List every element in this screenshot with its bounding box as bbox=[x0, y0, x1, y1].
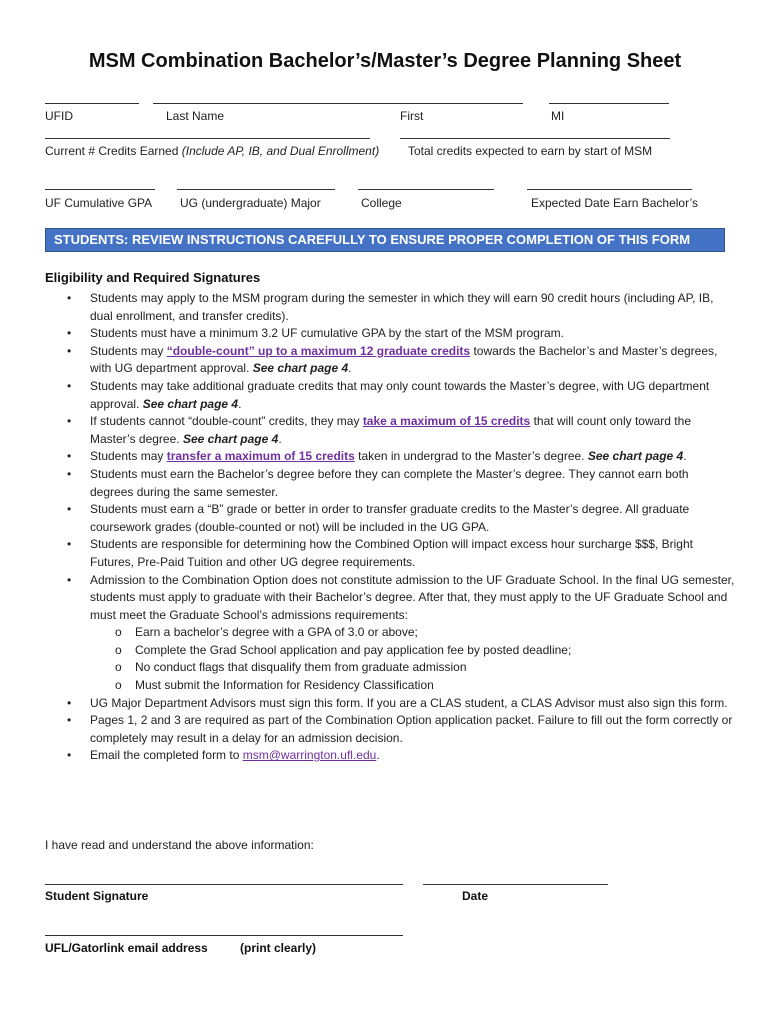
list-item-text: If students cannot “double-count” credits, they may bbox=[90, 414, 363, 429]
eligibility-list bbox=[45, 290, 735, 765]
gpa-label: UF Cumulative GPA bbox=[45, 196, 153, 210]
list-item bbox=[45, 536, 735, 571]
list-item-text: that will count only toward the Master’s degree. bbox=[90, 414, 691, 446]
mi-field[interactable] bbox=[549, 103, 669, 104]
sub-list-item-text: Must submit the Information for Residency Classification bbox=[135, 678, 434, 693]
list-item-text: UG Major Department Advisors must sign this form. If you are a CLAS student, a CLAS Advisor must also sign this form. bbox=[90, 695, 728, 710]
list-item: • If students cannot “double-count” credits, they may take a maximum of 15 credits that will count only toward the Master’s degree. See chart page 4. bbox=[67, 414, 691, 446]
list-item-text: Students may bbox=[90, 343, 167, 358]
college-field[interactable] bbox=[358, 189, 494, 190]
see-chart-note: See chart page 4 bbox=[142, 396, 239, 411]
email-address-field[interactable] bbox=[45, 935, 403, 936]
ufid-label: UFID bbox=[45, 109, 73, 123]
mi-label: MI bbox=[551, 109, 565, 123]
list-item-text: Students must have a minimum 3.2 UF cumulative GPA by the start of the MSM program. bbox=[90, 326, 564, 341]
sub-list-item-text: Complete the Grad School application and pay application fee by posted deadline; bbox=[135, 642, 572, 657]
sub-list-item bbox=[90, 659, 735, 677]
double-count-link[interactable]: “double-count” up to a maximum 12 graduate credits bbox=[166, 343, 471, 358]
list-item-text: . bbox=[376, 748, 380, 763]
instructions-banner: STUDENTS: REVIEW INSTRUCTIONS CAREFULLY TO ENSURE PROPER COMPLETION OF THIS FORM bbox=[45, 228, 725, 252]
print-clearly-label: (print clearly) bbox=[240, 941, 317, 955]
bullet-icon: • bbox=[67, 291, 72, 305]
credits-earned-note: (Include AP, IB, and Dual Enrollment) bbox=[181, 144, 380, 158]
name-field[interactable] bbox=[153, 103, 523, 104]
list-item-text: Students may bbox=[90, 449, 167, 464]
bullet-icon: • bbox=[67, 502, 72, 517]
list-item bbox=[45, 572, 735, 695]
max-15-credits-link[interactable]: take a maximum of 15 credits bbox=[362, 414, 531, 429]
total-credits-label: Total credits expected to earn by start of MSM bbox=[408, 144, 653, 158]
list-item: • Students may take additional graduate credits that may only count towards the Master’s degree, with UG department approval. See chart page 4. bbox=[67, 378, 710, 411]
bullet-icon: • bbox=[67, 414, 72, 429]
circle-bullet-icon: o bbox=[115, 625, 122, 640]
credits-earned-label bbox=[45, 144, 379, 158]
major-label: UG (undergraduate) Major bbox=[180, 196, 321, 210]
sub-list-item-text: Earn a bachelor’s degree with a GPA of 3.0 or above; bbox=[135, 625, 418, 640]
credits-earned-text: Current # Credits Earned bbox=[45, 144, 179, 158]
see-chart-note: See chart page 4 bbox=[182, 431, 279, 446]
bullet-icon: • bbox=[67, 748, 72, 763]
list-item bbox=[45, 290, 735, 325]
date-label: Date bbox=[462, 889, 489, 903]
see-chart-note: See chart page 4 bbox=[587, 449, 684, 464]
bullet-icon: • bbox=[67, 343, 72, 358]
see-chart-note: See chart page 4 bbox=[252, 361, 349, 376]
list-item: • Students may “double-count” up to a maximum 12 graduate credits towards the Bachelor’s and Master’s degrees, with UG department approval. See chart page 4. bbox=[67, 343, 718, 376]
sub-list-item bbox=[90, 677, 735, 695]
list-item-text: Pages 1, 2 and 3 are required as part of the Combination Option application packet. Failure to fill out the form correctly or completely may result in a delay for an admission decision. bbox=[90, 713, 733, 745]
bullet-icon: • bbox=[67, 378, 72, 393]
list-item bbox=[45, 695, 735, 713]
first-name-label: First bbox=[400, 109, 424, 123]
list-item bbox=[45, 325, 735, 343]
expected-date-label: Expected Date Earn Bachelor’s bbox=[531, 196, 698, 210]
ufid-field[interactable] bbox=[45, 103, 139, 104]
list-item bbox=[45, 712, 735, 747]
email-link[interactable]: msm@warrington.ufl.edu bbox=[242, 748, 377, 763]
bullet-icon: • bbox=[67, 713, 72, 728]
total-credits-field[interactable] bbox=[400, 138, 670, 139]
bullet-icon: • bbox=[67, 572, 72, 587]
acknowledgement-text: I have read and understand the above information: bbox=[45, 838, 314, 852]
major-field[interactable] bbox=[177, 189, 335, 190]
transfer-15-credits-link[interactable]: transfer a maximum of 15 credits bbox=[166, 449, 355, 464]
list-item-text: Students may apply to the MSM program during the semester in which they will earn 90 credit hours (including AP, IB, dual enrollment, and transfer credits). bbox=[90, 291, 714, 323]
college-label: College bbox=[361, 196, 402, 210]
date-field[interactable] bbox=[423, 884, 608, 885]
list-item-text: Students must earn the Bachelor’s degree before they can complete the Master’s degree. They cannot earn both degrees during the same semester. bbox=[90, 466, 689, 499]
list-item bbox=[45, 501, 735, 536]
list-item: • Students may transfer a maximum of 15 credits taken in undergrad to the Master’s degree. See chart page 4. bbox=[45, 448, 735, 466]
requirements-sublist bbox=[90, 624, 735, 694]
bullet-icon: • bbox=[67, 466, 72, 481]
bullet-icon: • bbox=[67, 695, 72, 710]
credits-earned-field[interactable] bbox=[45, 138, 370, 139]
expected-date-field[interactable] bbox=[527, 189, 692, 190]
student-signature-field[interactable] bbox=[45, 884, 403, 885]
list-item bbox=[45, 747, 735, 765]
list-item-text: taken in undergrad to the Master’s degree. bbox=[354, 449, 588, 464]
email-address-label: UFL/Gatorlink email address bbox=[45, 941, 208, 955]
list-item-text: Admission to the Combination Option does not constitute admission to the UF Graduate School. In the final UG semester, students must apply to graduate with their Bachelor’s degree. After that, they must apply to the UF Graduate School and must meet the Graduate School’s admissions requirements: bbox=[90, 572, 735, 622]
list-item-text: towards the Bachelor’s and Master’s degrees, with UG department approval. bbox=[90, 343, 718, 376]
sub-list-item bbox=[90, 642, 735, 660]
list-item-text: Email the completed form to bbox=[90, 748, 243, 763]
bullet-icon: • bbox=[67, 326, 72, 341]
bullet-icon: • bbox=[67, 449, 72, 464]
list-item-text: Students must earn a “B” grade or better in order to transfer graduate credits to the Master’s degree. All graduate coursework grades (double-counted or not) will be included in the UG GPA. bbox=[90, 502, 690, 534]
student-signature-label: Student Signature bbox=[45, 889, 149, 903]
gpa-field[interactable] bbox=[45, 189, 155, 190]
circle-bullet-icon: o bbox=[115, 678, 122, 693]
last-name-label: Last Name bbox=[166, 109, 225, 123]
circle-bullet-icon: o bbox=[115, 642, 122, 657]
sub-list-item bbox=[90, 624, 735, 642]
list-item-text: Students may take additional graduate credits that may only count towards the Master’s degree, with UG department approval. bbox=[90, 378, 710, 411]
section-heading: Eligibility and Required Signatures bbox=[45, 270, 261, 285]
circle-bullet-icon: o bbox=[115, 660, 122, 675]
sub-list-item-text: No conduct flags that disqualify them from graduate admission bbox=[135, 660, 467, 675]
list-item bbox=[45, 466, 735, 501]
page-title: MSM Combination Bachelor’s/Master’s Degree Planning Sheet bbox=[88, 50, 682, 72]
list-item-text: Students are responsible for determining how the Combined Option will impact excess hour surcharge $$$, Bright Futures, Pre-Paid Tuition and other UG degree requirements. bbox=[90, 537, 693, 569]
bullet-icon: • bbox=[67, 537, 72, 552]
